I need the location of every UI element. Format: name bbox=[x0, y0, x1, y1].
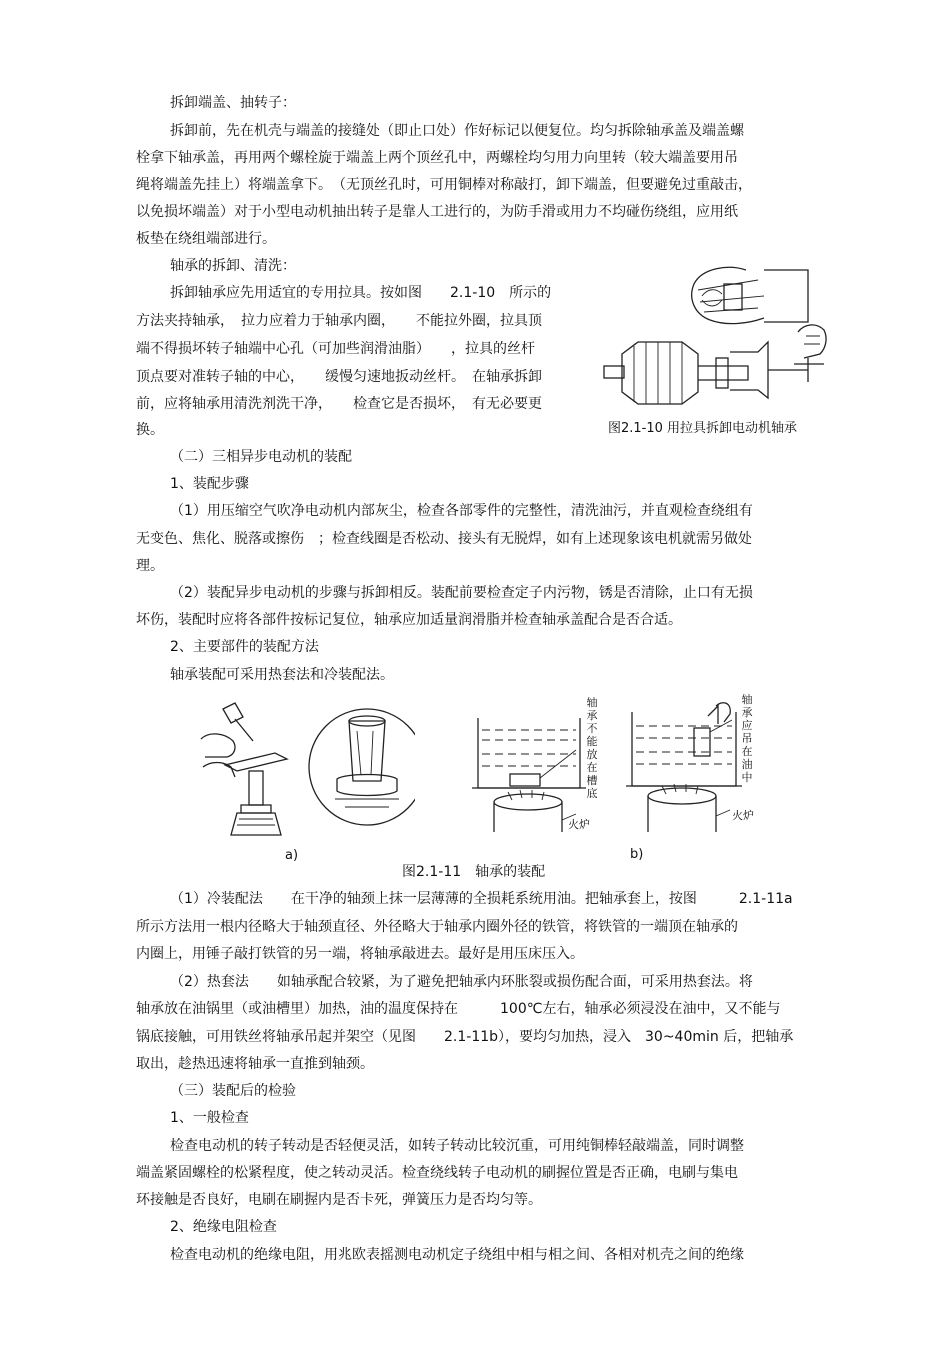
paragraph-line: 取出，趁热迅速将轴承一直推到轴颈。 bbox=[136, 1056, 374, 1072]
paragraph-line: 所示方法用一根内径略大于轴颈直径、外径略大于轴承内圈外径的铁管，将铁管的一端顶在轴承的 bbox=[136, 919, 738, 935]
paragraph-line: 检查电动机的转子转动是否轻便灵活，如转子转动比较沉重，可用纯铜棒轻敲端盖，同时调整 bbox=[170, 1138, 744, 1154]
bearing-puller-illustration bbox=[598, 262, 834, 412]
paragraph-line: 端盖紧固螺栓的松紧程度，使之转动灵活。检查绕线转子电动机的刷握位置是否正确，电刷与集电 bbox=[136, 1165, 738, 1181]
paragraph-line: 拆卸轴承应先用适宜的专用拉具。按如图 2.1-10 所示的 bbox=[170, 285, 552, 301]
label-fire-left: 火炉 bbox=[568, 818, 590, 831]
paragraph-line: （2）装配异步电动机的步骤与拆卸相反。装配前要检查定子内污物，锈是否清除，止口有无损 bbox=[170, 585, 753, 601]
label-fire-right: 火炉 bbox=[732, 809, 754, 822]
label-bearing-hang-in-oil: 轴承应吊在油中 bbox=[741, 693, 753, 784]
paragraph-line: 拆卸前，先在机壳与端盖的接缝处（即止口处）作好标记以便复位。均匀拆除轴承盖及端盖螺 bbox=[170, 123, 744, 139]
paragraph-line: 无变色、焦化、脱落或擦伤 ；检查线圈是否松动、接头有无脱焊，如有上述现象该电机就需另做处 bbox=[136, 531, 752, 547]
paragraph-line: 栓拿下轴承盖，再用两个螺栓旋于端盖上两个顶丝孔中，两螺栓均匀用力向里转（较大端盖要用吊 bbox=[136, 150, 738, 166]
paragraph-line: （1）冷装配法 在干净的轴颈上抹一层薄薄的全损耗系统用油。把轴承套上，按图 2.1-11a bbox=[170, 891, 793, 907]
cold-fit-illustration bbox=[195, 695, 415, 840]
heading-assembly: （二）三相异步电动机的装配 bbox=[170, 449, 352, 465]
paragraph-line: 检查电动机的绝缘电阻，用兆欧表摇测电动机定子绕组中相与相之间、各相对机壳之间的绝缘 bbox=[170, 1247, 744, 1263]
paragraph-line: 坏伤，装配时应将各部件按标记复位，轴承应加适量润滑脂并检查轴承盖配合是否合适。 bbox=[136, 612, 682, 628]
subheading-assembly-steps: 1、装配步骤 bbox=[170, 476, 249, 492]
paragraph-line: 板垫在绕组端部进行。 bbox=[136, 231, 276, 247]
paragraph-line: 方法夹持轴承， 拉力应着力于轴承内圈， 不能拉外圈，拉具顶 bbox=[136, 313, 542, 329]
subheading-assembly-methods: 2、主要部件的装配方法 bbox=[170, 639, 319, 655]
paragraph-line: 锅底接触，可用铁丝将轴承吊起并架空（见图 2.1-11b），要均匀加热，浸入 30~40min 后，把轴承 bbox=[136, 1029, 794, 1045]
paragraph-line: （1）用压缩空气吹净电动机内部灰尘，检查各部零件的完整性，清洗油污，并直观检查绕组有 bbox=[170, 503, 753, 519]
paragraph-line: 理。 bbox=[136, 558, 164, 574]
heading-disassembly: 拆卸端盖、抽转子： bbox=[170, 95, 296, 111]
paragraph-line: 前，应将轴承用清洗剂洗干净， 检查它是否损坏， 有无必要更 bbox=[136, 396, 542, 412]
paragraph-line: 内圈上，用锤子敲打铁管的另一端，将轴承敲进去。最好是用压床压入。 bbox=[136, 946, 584, 962]
paragraph-line: 轴承装配可采用热套法和冷装配法。 bbox=[170, 667, 394, 683]
heading-inspection: （三）装配后的检验 bbox=[170, 1083, 296, 1099]
figure-label-b: b) bbox=[630, 847, 644, 862]
subheading-general-check: 1、一般检查 bbox=[170, 1110, 249, 1126]
oil-tank-bottom-illustration bbox=[468, 700, 598, 835]
label-bearing-not-bottom: 轴承不能放在槽底 bbox=[586, 696, 598, 800]
heading-bearing: 轴承的拆卸、清洗： bbox=[170, 258, 296, 274]
paragraph-line: （2）热套法 如轴承配合较紧，为了避免把轴承内环胀裂或损伤配合面，可采用热套法。将 bbox=[170, 974, 753, 990]
paragraph-line: 端不得损坏转子轴端中心孔（可加些润滑油脂） ，拉具的丝杆 bbox=[136, 341, 535, 357]
paragraph-line: 绳将端盖先挂上）将端盖拿下。 （无顶丝孔时，可用铜棒对称敲打，卸下端盖，但要避免过重敲击， bbox=[136, 177, 752, 193]
subheading-insulation-check: 2、绝缘电阻检查 bbox=[170, 1219, 277, 1235]
paragraph-line: 以免损坏端盖）对于小型电动机抽出转子是靠人工进行的，为防手滑或用力不均碰伤绕组，应用纸 bbox=[136, 204, 738, 220]
figure-caption-2-1-10: 图2.1-10 用拉具拆卸电动机轴承 bbox=[608, 421, 798, 436]
paragraph-line: 换。 bbox=[136, 422, 164, 438]
paragraph-line: 轴承放在油锅里（或油槽里）加热，油的温度保持在 100℃左右，轴承必须浸没在油中，又不能与 bbox=[136, 1001, 781, 1017]
paragraph-line: 环接触是否良好，电刷在刷握内是否卡死，弹簧压力是否均匀等。 bbox=[136, 1192, 542, 1208]
figure-label-a: a) bbox=[285, 848, 299, 863]
paragraph-line: 顶点要对准转子轴的中心， 缓慢匀速地扳动丝杆。 在轴承拆卸 bbox=[136, 369, 542, 385]
figure-caption-2-1-11: 图2.1-11 轴承的装配 bbox=[402, 864, 546, 880]
